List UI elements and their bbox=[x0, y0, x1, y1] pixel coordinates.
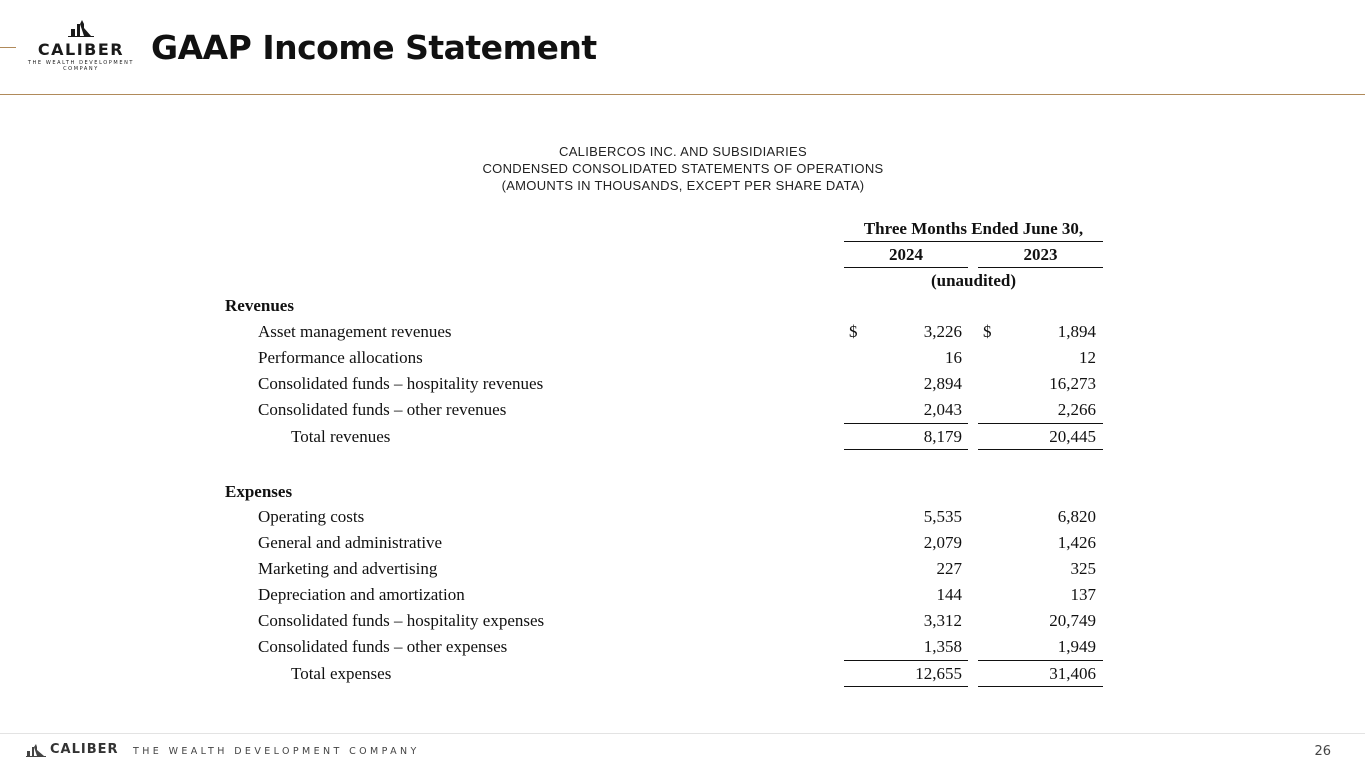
expense-row-label: Operating costs bbox=[258, 507, 365, 526]
currency-symbol: $ bbox=[849, 322, 858, 341]
subtotal-rule bbox=[978, 660, 1103, 661]
expense-row-2024: 5,535 bbox=[923, 507, 962, 526]
revenue-row-2023: 1,894 bbox=[1057, 322, 1096, 341]
total-rule bbox=[844, 686, 968, 687]
year-rule-2024 bbox=[844, 267, 968, 268]
column-header-2024: 2024 bbox=[889, 245, 923, 264]
expenses-heading: Expenses bbox=[225, 482, 293, 501]
page-title: GAAP Income Statement bbox=[151, 28, 597, 67]
subtotal-rule bbox=[844, 423, 968, 424]
revenue-row-2023: 12 bbox=[1079, 348, 1096, 367]
caliber-logo bbox=[22, 18, 140, 74]
revenue-row-2023: 16,273 bbox=[1049, 374, 1096, 393]
revenue-row-2024: 16 bbox=[945, 348, 962, 367]
expense-row-2024: 2,079 bbox=[923, 533, 962, 552]
expense-row-2023: 1,426 bbox=[1057, 533, 1096, 552]
revenue-row-label: Consolidated funds – other revenues bbox=[258, 400, 507, 419]
revenue-row-2023: 2,266 bbox=[1057, 400, 1096, 419]
total-expenses-2023: 31,406 bbox=[1049, 664, 1096, 683]
building-logo-icon bbox=[26, 743, 46, 757]
expense-row-label: Consolidated funds – other expenses bbox=[258, 637, 508, 656]
logo-tagline-line2: COMPANY bbox=[63, 66, 99, 72]
slide-header bbox=[0, 0, 1365, 95]
subtotal-rule bbox=[978, 423, 1103, 424]
revenues-heading: Revenues bbox=[225, 296, 294, 315]
total-expenses-2024: 12,655 bbox=[915, 664, 962, 683]
expense-row-2023: 6,820 bbox=[1057, 507, 1096, 526]
expense-row-2024: 3,312 bbox=[923, 611, 962, 630]
period-rule bbox=[844, 241, 1103, 242]
column-header-2023: 2023 bbox=[1023, 245, 1058, 264]
expense-row-2023: 20,749 bbox=[1049, 611, 1096, 630]
page-number: 26 bbox=[1314, 744, 1331, 759]
total-rule bbox=[978, 686, 1103, 687]
total-revenues-2024: 8,179 bbox=[923, 427, 962, 446]
year-rule-2023 bbox=[978, 267, 1103, 268]
statement-company: CALIBERCOS INC. AND SUBSIDIARIES bbox=[559, 144, 807, 159]
expense-row-label: General and administrative bbox=[258, 533, 443, 552]
logo-wordmark: CALIBER bbox=[37, 40, 125, 59]
revenue-row-2024: 2,894 bbox=[923, 374, 962, 393]
revenue-row-label: Performance allocations bbox=[258, 348, 423, 367]
expense-row-2024: 1,358 bbox=[923, 637, 962, 656]
audit-note: (unaudited) bbox=[930, 271, 1017, 290]
expense-row-2024: 227 bbox=[936, 559, 962, 578]
expense-row-label: Depreciation and amortization bbox=[258, 585, 465, 604]
currency-symbol: $ bbox=[983, 322, 992, 341]
statement-name: CONDENSED CONSOLIDATED STATEMENTS OF OPERATIONS bbox=[482, 161, 884, 176]
total-revenues-2023: 20,445 bbox=[1049, 427, 1096, 446]
expense-row-2023: 325 bbox=[1070, 559, 1096, 578]
subtotal-rule bbox=[844, 660, 968, 661]
logo-tagline-line1: THE WEALTH DEVELOPMENT bbox=[27, 60, 135, 66]
revenue-row-label: Asset management revenues bbox=[258, 322, 452, 341]
expense-row-label: Marketing and advertising bbox=[258, 559, 438, 578]
total-rule bbox=[978, 449, 1103, 450]
total-expenses-label: Total expenses bbox=[291, 664, 392, 683]
total-revenues-label: Total revenues bbox=[291, 427, 391, 446]
total-rule bbox=[844, 449, 968, 450]
revenue-row-label: Consolidated funds – hospitality revenues bbox=[258, 374, 544, 393]
building-logo-icon bbox=[68, 18, 94, 38]
statement-units: (AMOUNTS IN THOUSANDS, EXCEPT PER SHARE DATA) bbox=[501, 178, 865, 193]
header-accent-line bbox=[0, 47, 16, 48]
period-header: Three Months Ended June 30, bbox=[863, 219, 1084, 238]
expense-row-2024: 144 bbox=[936, 585, 962, 604]
expense-row-2023: 1,949 bbox=[1057, 637, 1096, 656]
logo-tagline bbox=[22, 60, 140, 72]
revenue-row-2024: 3,226 bbox=[923, 322, 962, 341]
slide-footer bbox=[0, 733, 1365, 769]
footer-tagline: THE WEALTH DEVELOPMENT COMPANY bbox=[133, 746, 420, 757]
revenue-row-2024: 2,043 bbox=[923, 400, 962, 419]
footer-brand: CALIBER bbox=[50, 742, 119, 757]
expense-row-2023: 137 bbox=[1070, 585, 1096, 604]
expense-row-label: Consolidated funds – hospitality expenses bbox=[258, 611, 545, 630]
